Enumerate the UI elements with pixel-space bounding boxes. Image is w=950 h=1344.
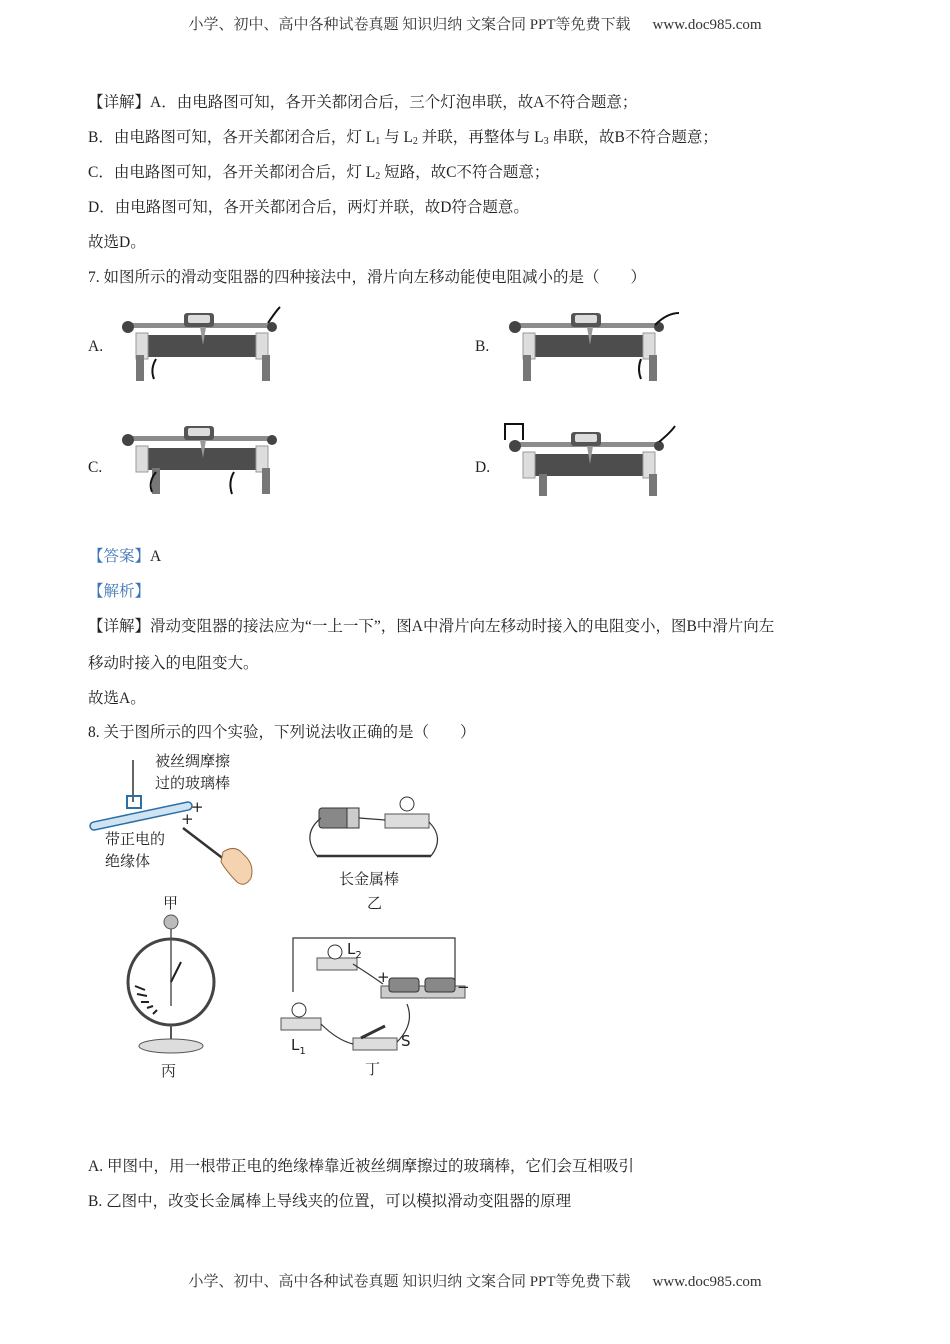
- detail-tag: 【详解】: [88, 618, 151, 635]
- q7-stem: 7. 如图所示的滑动变阻器的四种接法中，滑片向左移动能使电阻减小的是（ ）: [88, 269, 647, 286]
- switch-label: S: [401, 1032, 411, 1050]
- rheostat-image-b: [503, 305, 683, 385]
- header-text: 小学、初中、高中各种试卷真题 知识归纳 文案合同 PPT等免费下载: [188, 17, 631, 33]
- q6-detail-d: D．由电路图可知，各开关都闭合后，两灯并联，故D符合题意。: [88, 199, 529, 216]
- q7-option-c-label[interactable]: C.: [88, 459, 103, 476]
- q6-b-sub1: 1: [375, 136, 381, 147]
- q6-detail-c: [88, 160, 549, 182]
- detail-tag: 【详解】: [88, 94, 151, 111]
- ding-plus: +: [377, 968, 390, 986]
- jia-label-top1: 被丝绸摩擦: [155, 752, 231, 770]
- ding-caption: 丁: [365, 1060, 381, 1078]
- q8-experiment-figure: [85, 748, 485, 1088]
- q8-option-b[interactable]: B. 乙图中，改变长金属棒上导线夹的位置，可以模拟滑动变阻器的原理: [88, 1193, 572, 1210]
- q6-b-text2: 与 L: [380, 129, 413, 146]
- q6-detail-a: [88, 90, 637, 112]
- q8-option-a[interactable]: A. 甲图中，用一根带正电的绝缘棒靠近被丝绸摩擦过的玻璃棒，它们会互相吸引: [88, 1158, 634, 1175]
- rheostat-image-a: [116, 305, 286, 385]
- analysis-tag: 【解析】: [88, 583, 151, 600]
- q7-detail-line1: [88, 614, 774, 636]
- yi-caption: 乙: [367, 894, 383, 912]
- L2-label: [347, 940, 362, 961]
- footer-text: 小学、初中、高中各种试卷真题 知识归纳 文案合同 PPT等免费下载: [188, 1274, 631, 1290]
- rheostat-image-d: [503, 418, 683, 498]
- L2-letter: L: [347, 940, 356, 958]
- L1-label: [291, 1036, 306, 1057]
- q7-option-d-label[interactable]: D.: [475, 459, 491, 476]
- jia-caption: 甲: [163, 894, 179, 912]
- q6-a-text: A．由电路图可知，各开关都闭合后，三个灯泡串联，故A不符合题意；: [150, 94, 638, 111]
- q7-answer: [88, 544, 161, 566]
- answer-value: A: [150, 548, 162, 565]
- q7-option-a-label[interactable]: A.: [88, 338, 104, 355]
- footer-site-link[interactable]: www.doc985.com: [652, 1274, 762, 1290]
- q6-c-text1: C．由电路图可知，各开关都闭合后，灯 L: [88, 164, 376, 181]
- L1-letter: L: [291, 1036, 300, 1054]
- q6-c-text2: 短路，故C不符合题意；: [380, 164, 550, 181]
- q7-detail-line2: 移动时接入的电阻变大。: [88, 655, 259, 672]
- page-header: [0, 13, 950, 34]
- q6-b-sub2: 2: [412, 136, 418, 147]
- bing-caption: 丙: [161, 1062, 177, 1080]
- rheostat-image-c: [116, 418, 286, 498]
- q6-detail-b: [88, 125, 718, 147]
- jia-label-top2: 过的玻璃棒: [155, 774, 231, 792]
- L1-sub: 1: [299, 1046, 306, 1057]
- header-site-link[interactable]: www.doc985.com: [652, 17, 762, 33]
- jia-plus-2: +: [181, 810, 194, 828]
- q6-conclusion: 故选D。: [88, 234, 146, 251]
- yi-label: 长金属棒: [339, 870, 400, 888]
- q6-b-text4: 串联，故B不符合题意；: [548, 129, 718, 146]
- q8-stem: 8. 关于图所示的四个实验，下列说法收正确的是（ ）: [88, 724, 476, 741]
- q7-conclusion: 故选A。: [88, 690, 146, 707]
- answer-tag: 【答案】: [88, 548, 151, 565]
- jia-label-left1: 带正电的: [105, 830, 166, 848]
- L2-sub: 2: [355, 950, 362, 961]
- q6-b-text1: B．由电路图可知，各开关都闭合后，灯 L: [88, 129, 376, 146]
- jia-label-left2: 绝缘体: [105, 852, 151, 870]
- q6-b-text3: 并联，再整体与 L: [417, 129, 544, 146]
- jia-plus-1: +: [191, 798, 204, 816]
- page-footer: [0, 1270, 950, 1291]
- ding-minus: −: [457, 978, 470, 996]
- q7-detail-text1: 滑动变阻器的接法应为“一上一下”，图A中滑片向左移动时接入的电阻变小，图B中滑片向左: [150, 618, 775, 635]
- q6-b-sub3: 3: [543, 136, 549, 147]
- q6-c-sub: 2: [375, 171, 381, 182]
- q7-option-b-label[interactable]: B.: [475, 338, 490, 355]
